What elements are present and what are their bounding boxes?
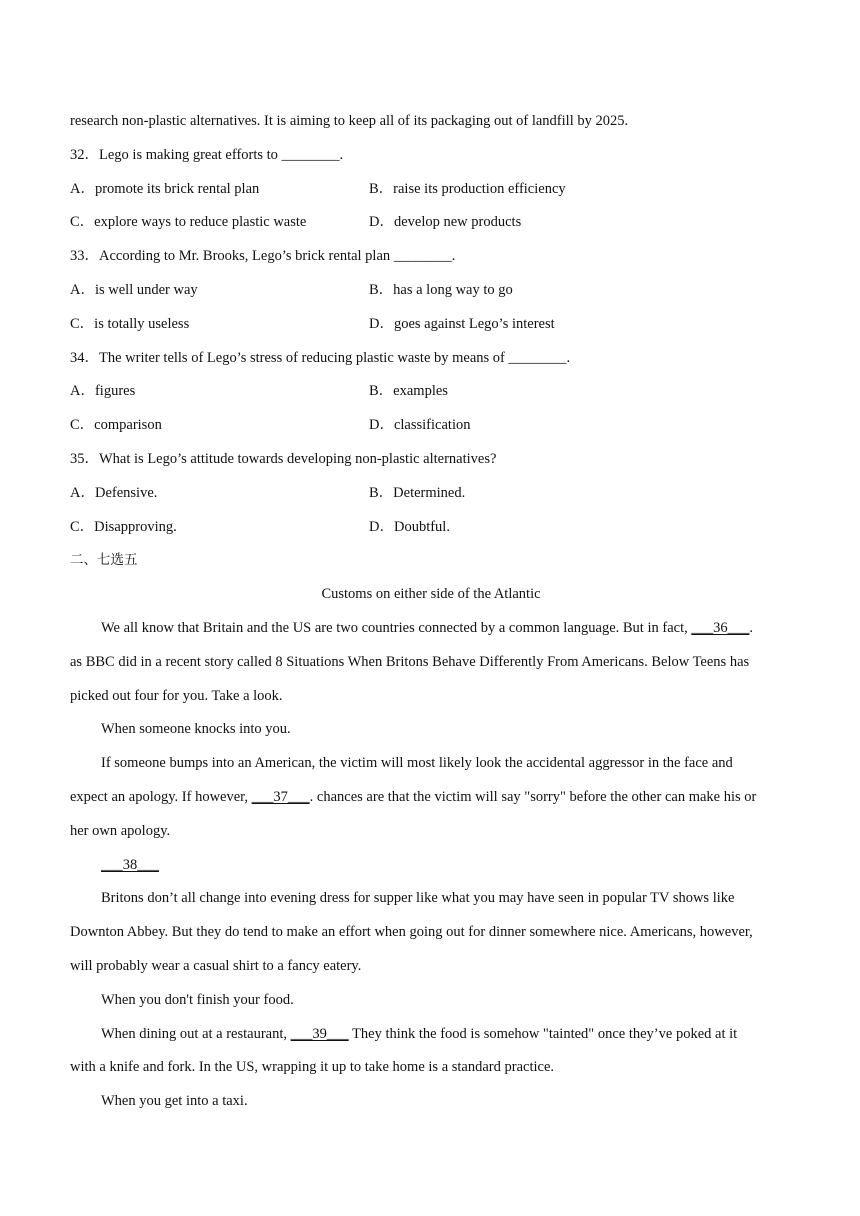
options-row xyxy=(70,375,792,409)
paragraph-line: as BBC did in a recent story called 8 Situations When Britons Behave Differently From Americans. Below Teens has xyxy=(70,653,750,670)
text: They think the food is somehow "tainted" once they’ve poked at it xyxy=(352,1025,738,1042)
subheading-blank xyxy=(70,849,792,883)
text: We all know that Britain and the US are two countries connected by a common language. But in fact, xyxy=(101,619,688,636)
document-page xyxy=(70,105,792,1119)
text: . xyxy=(749,619,753,636)
option-c[interactable]: C．explore ways to reduce plastic waste xyxy=(70,214,307,231)
option-c[interactable]: C．Disapproving. xyxy=(70,518,177,535)
option-a[interactable]: A．is well under way xyxy=(70,281,198,298)
option-d[interactable]: D．Doubtful. xyxy=(369,518,450,535)
paragraph-line: her own apology. xyxy=(70,822,171,839)
options-row xyxy=(70,477,792,511)
subheading: When you get into a taxi. xyxy=(101,1093,248,1110)
paragraph-line xyxy=(70,612,792,646)
passage-title: Customs on either side of the Atlantic xyxy=(321,586,541,603)
question-stem-35: 35．What is Lego’s attitude towards developing non-plastic alternatives? xyxy=(70,450,497,467)
question-stem-32: 32．Lego is making great efforts to ________. xyxy=(70,146,344,163)
options-row xyxy=(70,511,792,545)
option-a[interactable]: A．Defensive. xyxy=(70,484,158,501)
option-a[interactable]: A．promote its brick rental plan xyxy=(70,180,260,197)
answer-blank-38[interactable]: ___38___ xyxy=(101,856,159,873)
option-c[interactable]: C．comparison xyxy=(70,417,162,434)
paragraph-line: Britons don’t all change into evening dress for supper like what you may have seen in popular TV shows like xyxy=(101,890,735,907)
question-stem-34: 34．The writer tells of Lego’s stress of reducing plastic waste by means of ________. xyxy=(70,349,571,366)
paragraph-line: with a knife and fork. In the US, wrapping it up to take home is a standard practice. xyxy=(70,1059,555,1076)
options-row xyxy=(70,173,792,207)
paragraph-line: If someone bumps into an American, the victim will most likely look the accidental aggressor in the face and xyxy=(101,755,733,772)
subheading: When you don't finish your food. xyxy=(101,991,294,1008)
option-d[interactable]: D．classification xyxy=(369,417,471,434)
answer-blank-39[interactable]: ___39___ xyxy=(290,1025,349,1042)
options-row xyxy=(70,409,792,443)
text: expect an apology. If however, xyxy=(70,788,249,805)
question-stem-33: 33．According to Mr. Brooks, Lego’s brick rental plan ________. xyxy=(70,248,456,265)
section-heading: 二、七选五 xyxy=(70,552,138,569)
subheading: When someone knocks into you. xyxy=(101,721,291,738)
text: . chances are that the victim will say "sorry" before the other can make his or xyxy=(309,788,757,805)
option-b[interactable]: B．examples xyxy=(369,383,448,400)
option-c[interactable]: C．is totally useless xyxy=(70,315,190,332)
option-b[interactable]: B．has a long way to go xyxy=(369,281,513,298)
option-a[interactable]: A．figures xyxy=(70,383,136,400)
paragraph-line: picked out four for you. Take a look. xyxy=(70,687,283,704)
options-row xyxy=(70,274,792,308)
passage-continuation: research non-plastic alternatives. It is aiming to keep all of its packaging out of landfill by 2025. xyxy=(70,113,629,129)
options-row xyxy=(70,206,792,240)
answer-blank-37[interactable]: ___37___ xyxy=(251,788,310,805)
option-b[interactable]: B．Determined. xyxy=(369,484,466,501)
paragraph-line: Downton Abbey. But they do tend to make an effort when going out for dinner somewhere nice. Americans, however, xyxy=(70,924,753,941)
text: When dining out at a restaurant, xyxy=(101,1025,288,1042)
paragraph-line: will probably wear a casual shirt to a fancy eatery. xyxy=(70,957,362,974)
option-d[interactable]: D．develop new products xyxy=(369,214,522,231)
option-b[interactable]: B．raise its production efficiency xyxy=(369,180,566,197)
paragraph-line xyxy=(70,1018,792,1052)
options-row xyxy=(70,308,792,342)
paragraph-line xyxy=(70,781,792,815)
answer-blank-36[interactable]: ___36___ xyxy=(691,619,750,636)
option-d[interactable]: D．goes against Lego’s interest xyxy=(369,315,555,332)
